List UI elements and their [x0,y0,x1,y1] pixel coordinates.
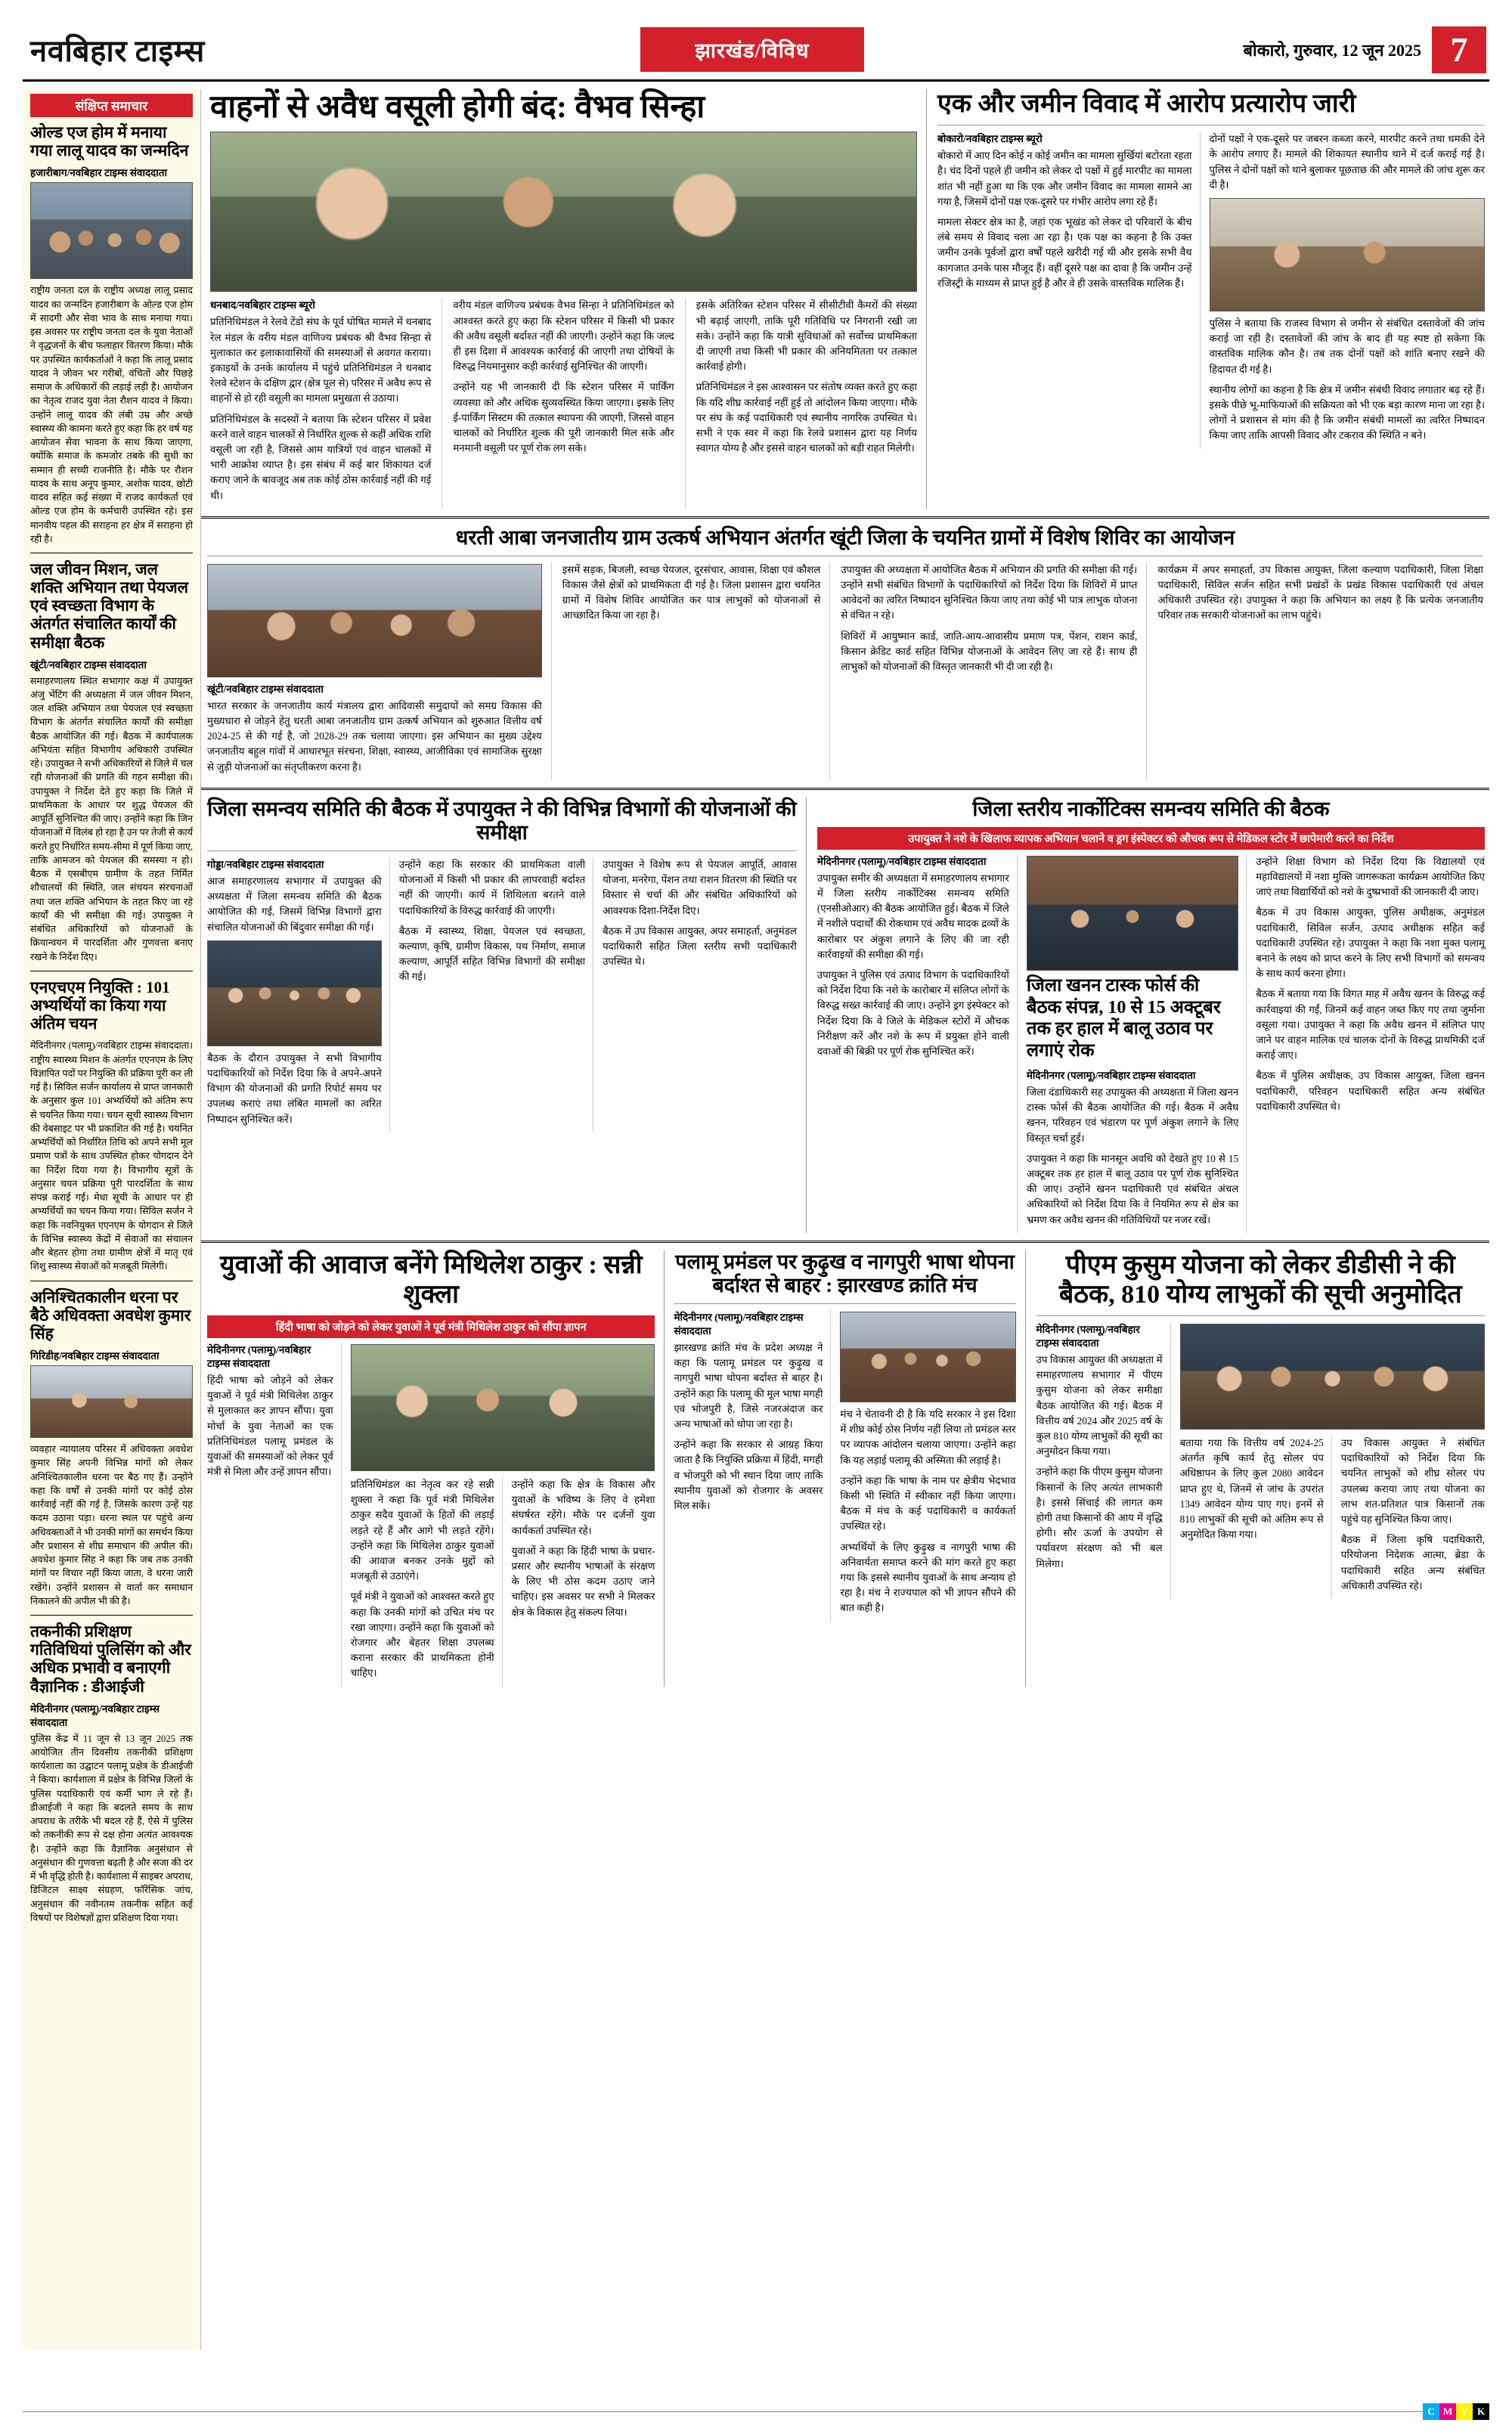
right-top-photo [1210,198,1485,311]
youth-columns [207,1343,655,1687]
narcotics-col-3 [1256,854,1485,1233]
page-content [23,89,1489,2350]
section-row [201,798,1489,1233]
footer-bar [23,2403,1489,2420]
brief-headline-5: तकनीकी प्रशिक्षण गतिविधियां पुलिसिंग को और अधिक प्रभावी व बनाएगी वैज्ञानिक : डीआईजी [30,1622,191,1696]
right-top-para-5: स्थानीय लोगों का कहना है कि क्षेत्र में जमीन संबंधी विवाद लगातार बढ़ रहे हैं। इसके पीछे भू-माफियाओं की सक्रियता को भी एक बड़ा कारण माना जा रहा है। लोगों ने प्रशासन से मांग की है कि जमीन संबंधी मामलों का त्वरित निष्पादन किया जाए ताकि आपसी विवाद और टकराव की स्थिति न बने। [1209,383,1485,441]
brief-text-5: पुलिस केंद्र में 11 जून से 13 जून 2025 तक आयोजित तीन दिवसीय तकनीकी प्रशिक्षण कार्यशाला का उद्घाटन पलामू प्रक्षेत्र के डीआईजी ने किया। कार्यशाला में प्रक्षेत्र के विभिन्न जिलों के पुलिस पदाधिकारी एवं कर्मी भाग ले रहे हैं। डीआईजी ने कहा कि बदलते समय के साथ अपराध के तरीके भी बदल रहे हैं, ऐसे में पुलिस को तकनीकी रूप से दक्ष होना अत्यंत आवश्यक है। उन्होंने कहा कि वैज्ञानिक अनुसंधान से अनुसंधान की गुणवत्ता बढ़ती है और सजा की दर में भी वृद्धि होती है। कार्यशाला में साइबर अपराध, डिजिटल साक्ष्य संग्रहण, फॉरेंसिक जांच, अनुसंधान की नवीनतम तकनीक सहित कई विषयों पर विशेषज्ञों द्वारा प्रशिक्षण दिया गया। [30,1733,193,1923]
youth-para-5: युवाओं ने कहा कि हिंदी भाषा के प्रचार-प्रसार और स्थानीय भाषाओं के संरक्षण के लिए भी ठोस कदम उठाए जाने चाहिए। इस अवसर पर सभी ने मिलकर क्षेत्र के विकास हेतु संकल्प लिया। [511,1544,655,1618]
lead-para-2: प्रतिनिधिमंडल के सदस्यों ने बताया कि स्टेशन परिसर में प्रवेश करने वाले वाहन चालकों से निर्धारित शुल्क से कहीं अधिक राशि वसूली जा रही है, जिससे आम यात्रियों एवं वाहन चालकों में भारी आक्रोश व्याप्त है। इस संबंध में कई बार शिकायत दर्ज कराए जाने के बावजूद अब तक कोई ठोस कार्रवाई नहीं की गई थी। [210,413,432,501]
right-top-byline: बोकारो/नवबिहार टाइम्स ब्यूरो [937,133,1043,145]
brief-text-4: व्यवहार न्यायालय परिसर में अधिवक्ता अवधेश कुमार सिंह अपनी विभिन्न मांगों को लेकर अनिश्चितकालीन धरना पर बैठ गए हैं। उन्होंने कहा कि वर्षों से उनकी मांगों पर कोई ठोस कार्रवाई नहीं की गई है, जिसके कारण उन्हें यह कदम उठाना पड़ा। धरना स्थल पर पहुंचे अन्य अधिवक्ताओं ने भी उनकी मांगों का समर्थन किया और प्रशासन से शीघ्र समाधान की अपील की। अवधेश कुमार सिंह ने कहा कि जब तक उनकी मांगों पर विचार नहीं किया जाता, वे धरना जारी रखेंगे। उन्होंने प्रशासन से वार्ता कर समाधान निकालने की अपील भी की है। [30,1444,193,1606]
coordination-para-2: बैठक के दौरान उपायुक्त ने सभी विभागीय पदाधिकारियों को निर्देश दिया कि वे अपने-अपने विभाग की योजनाओं की प्रगति रिपोर्ट समय पर उपलब्ध कराएं तथा लंबित मामलों का त्वरित निष्पादन सुनिश्चित करें। [207,1052,382,1125]
mining-para-1: जिला दंडाधिकारी सह उपायुक्त की अध्यक्षता में जिला खनन टास्क फोर्स की बैठक आयोजित की गई। बैठक में अवैध खनन, परिवहन एवं भंडारण पर पूर्ण अंकुश लगाने के लिए विस्तृत चर्चा हुई। [1026,1086,1239,1144]
kusum-col-2 [1180,1322,1485,1599]
coordination-columns [207,857,797,1132]
divider [674,1303,1015,1304]
coordination-para-3: उन्होंने कहा कि सरकार की प्राथमिकता वाली योजनाओं में किसी भी प्रकार की लापरवाही बर्दाश्त नहीं की जाएगी। कार्य में शिथिलता बरतने वाले पदाधिकारियों के विरुद्ध कार्रवाई की जाएगी। [398,858,586,916]
mining-para-3: बैठक में बताया गया कि विगत माह में अवैध खनन के विरुद्ध कई कार्रवाइयां की गईं, जिनमें कई वाहन जब्त किए गए तथा जुर्माना वसूला गया। उपायुक्त ने कहा कि अवैध खनन में संलिप्त पाए जाने पर वाहन मालिक एवं चालक दोनों के विरुद्ध प्राथमिकी दर्ज कराई जाए। [1256,988,1485,1061]
divider [201,788,1489,790]
youth-story [201,1250,665,1687]
coordination-story [201,798,807,1233]
youth-col-2b [512,1477,655,1687]
brief-byline-5: मेदिनीनगर (पलामू)/नवबिहार टाइम्स संवाददाता [30,1702,160,1728]
lead-para-3: वरीय मंडल वाणिज्य प्रबंधक वैभव सिन्हा ने प्रतिनिधिमंडल को आश्वस्त करते हुए कहा कि स्टेशन परिसर में किसी भी प्रकार की अवैध वसूली बर्दाश्त नहीं की जाएगी। उन्होंने कहा कि जल्द ही इस दिशा में आवश्यक कार्रवाई की जाएगी तथा दोषियों के विरुद्ध नियमानुसार कड़ी कार्रवाई सुनिश्चित की जाएगी। [453,299,674,373]
bottom-row [201,1250,1489,1687]
language-col-2 [840,1310,1015,1622]
mining-subheadline: जिला खनन टास्क फोर्स की बैठक संपन्न, 10 से 15 अक्टूबर तक हर हाल में बालू उठाव पर लगाएं रोक [1026,975,1221,1061]
divider [207,850,797,851]
youth-subcolumns [351,1477,655,1687]
kusum-para-4: उन्होंने कहा कि पीएम कुसुम योजना किसानों के लिए अत्यंत लाभकारी है। इससे सिंचाई की लागत कम होगी तथा किसानों की आय में वृद्धि होगी। सौर ऊर्जा के उपयोग से पर्यावरण संरक्षण को भी बल मिलेगा। [1036,1466,1163,1569]
lead-col-3 [696,298,917,508]
coordination-col-2 [399,857,593,1132]
brief-headline-2: जल जीवन मिशन, जल शक्ति अभियान तथा पेयजल एवं स्वच्छता विभाग के अंतर्गत संचालित कार्यों की समीक्षा बैठक [30,560,188,652]
narcotics-para-1: उपायुक्त समीर की अध्यक्षता में समाहरणालय सभागार में जिला स्तरीय नार्कोटिक्स समन्वय समिति (एनसीओआर) की बैठक आयोजित हुई। बैठक में जिले में नशीले पदार्थों की रोकथाम एवं अवैध मादक द्रव्यों के कारोबार पर अंकुश लगाने के लिए की जा रही कार्रवाइयों की समीक्षा की गई। [816,872,1009,960]
right-top-columns [937,132,1485,448]
divider [201,1241,1489,1243]
youth-headline: युवाओं की आवाज बनेंगे मिथिलेश ठाकुर : सन्नी शुक्ला [219,1250,643,1309]
kusum-para-5: बैठक में जिला कृषि पदाधिकारी, परियोजना निदेशक आत्मा, ब्रेडा के पदाधिकारी सहित अन्य संबंधित अधिकारी उपस्थित रहे। [1340,1534,1486,1591]
narcotics-story [807,798,1489,1233]
language-photo [840,1312,1015,1402]
mid-feature-para-5: कार्यक्रम में अपर समाहर्ता, उप विकास आयुक्त, जिला कल्याण पदाधिकारी, जिला शिक्षा पदाधिकारी, सिविल सर्जन सहित सभी प्रखंडों के प्रखंड विकास पदाधिकारी एवं अंचल अधिकारी उपस्थित रहे। उपायुक्त ने कहा कि अभियान का लक्ष्य है कि प्रत्येक जनजातीय परिवार तक सरकारी योजनाओं का लाभ पहुंचे। [1157,563,1483,621]
lead-col-1 [210,298,442,508]
lead-para-6: प्रतिनिधिमंडल ने इस आश्वासन पर संतोष व्यक्त करते हुए कहा कि यदि शीघ्र कार्रवाई नहीं हुई तो आंदोलन किया जाएगा। मौके पर संघ के कई पदाधिकारी एवं स्थानीय नागरिक उपस्थित थे। सभी ने एक स्वर में कहा कि रेलवे प्रशासन द्वारा यह निर्णय स्वागत योग्य है और इससे वाहन चालकों को बड़ी राहत मिलेगी। [696,381,917,454]
language-para-1: झारखण्ड क्रांति मंच के प्रदेश अध्यक्ष ने कहा कि पलामू प्रमंडल पर कुढ़ुख व नागपुरी भाषा थोपना बर्दाश्त से बाहर है। उन्होंने कहा कि पलामू की मूल भाषा मगही एवं भोजपुरी है, जिसे नजरअंदाज कर अन्य भाषाओं को थोपा जा रहा है। [674,1341,823,1430]
kusum-subcolumns [1180,1436,1485,1599]
dateline: बोकारो, गुरुवार, 12 जून 2025 [1243,40,1421,60]
coordination-para-5: उपायुक्त ने विशेष रूप से पेयजल आपूर्ति, आवास योजना, मनरेगा, पेंशन तथा राशन वितरण की स्थिति पर विस्तार से चर्चा की और संबंधित अधिकारियों को आवश्यक दिशा-निर्देश दिए। [603,858,797,916]
mid-feature-headline: धरती आबा जनजातीय ग्राम उत्कर्ष अभियान अंतर्गत खूंटी जिला के चयनित ग्रामों में विशेष शिविर का आयोजन [455,525,1235,549]
coordination-col-1 [207,857,390,1132]
mid-feature-para-3: उपायुक्त की अध्यक्षता में आयोजित बैठक में अभियान की प्रगति की समीक्षा की गई। उन्होंने सभी संबंधित विभागों के पदाधिकारियों को निर्देश दिया कि शिविरों में प्राप्त आवेदनों का त्वरित निष्पादन सुनिश्चित किया जाए तथा कोई भी पात्र लाभुक योजना से वंचित न रहे। [841,563,1138,621]
section-ribbon: झारखंड/विविध [642,29,862,70]
brief-headline-4: अनिश्चितकालीन धरना पर बैठे अधिवक्ता अवधेश कुमार सिंह [30,1287,191,1343]
right-top-headline: एक और जमीन विवाद में आरोप प्रत्यारोप जारी [937,90,1356,118]
brief-text-2: समाहरणालय स्थित सभागार कक्ष में उपायुक्त अंजु भेंटिंग की अध्यक्षता में जल जीवन मिशन, जल शक्ति अभियान तथा पेयजल एवं स्वच्छता विभाग के अंतर्गत संचालित कार्यों की समीक्षा बैठक आयोजित की गई। बैठक में कार्यपालक अभियंता सहित विभागीय अधिकारी उपस्थित रहे। उपायुक्त ने सभी अधिकारियों से जिले में चल रही योजनाओं की प्रगति की गहन समीक्षा की। उपायुक्त ने निर्देश देते हुए कहा कि जिले में प्राथमिकता के आधार पर शुद्ध पेयजल की आपूर्ति सुनिश्चित की जाए। उन्होंने कहा कि जिन योजनाओं में विलंब हो रहा है उन पर तेजी से कार्य करते हुए निर्धारित समय-सीमा में पूर्ण किया जाए, ताकि आमजन को पेयजल की समस्या न हो। बैठक में एसबीएम ग्रामीण के तहत निर्मित शौचालयों की स्थिति, जल संचयन संरचनाओं तथा जल शक्ति अभियान के तहत किए जा रहे कार्यों की भी समीक्षा की गई। उपायुक्त ने संबंधित अधिकारियों को योजनाओं के क्रियान्वयन में पारदर्शिता और गुणवत्ता बनाए रखने के निर्देश दिए। [30,675,193,962]
masthead [23,20,1489,82]
mining-byline: मेदिनीनगर (पलामू)/नवबिहार टाइम्स संवाददाता [1026,1070,1196,1082]
brief-text-1: राष्ट्रीय जनता दल के राष्ट्रीय अध्यक्ष लालू प्रसाद यादव का जन्मदिन हजारीबाग के ओल्ड एज होम में सादगी और सेवा भाव के साथ मनाया गया। इस अवसर पर राष्ट्रीय जनता दल के युवा नेताओं ने वृद्धजनों के बीच फलाहार वितरण किया। मौके पर उपस्थित कार्यकर्ताओं ने कहा कि लालू प्रसाद यादव ने जीवन भर गरीबों, वंचितों और पिछड़े समाज के अधिकारों की लड़ाई लड़ी है। आयोजन का नेतृत्व राजद युवा नेता रौशन यादव ने किया। उन्होंने लालू यादव की लंबी उम्र और अच्छे स्वास्थ्य की कामना करते हुए कहा कि हर वर्ष यह आयोजन सेवा भावना के साथ किया जाएगा, क्योंकि समाज के कमजोर तबके की सुधी का सम्मान ही सच्ची राजनीति है। मौके पर रौशन यादव के साथ अनूप कुमार, अशोक यादव, छोटी यादव सहित कई संख्या में राजद कार्यकर्ता एवं ओल्ड एज होम के कर्मचारी उपस्थित रहे। इस मानवीय पहल की सराहना हर क्षेत्र में सराहना हो रही है। [30,285,193,544]
language-col-1 [674,1310,831,1622]
right-top-para-3: दोनों पक्षों ने एक-दूसरे पर जबरन कब्जा करने, मारपीट करने तथा धमकी देने के आरोप लगाए हैं। मामले की शिकायत स्थानीय थाने में दर्ज कराई गई है। पुलिस ने दोनों पक्षों को थाने बुलाकर पूछताछ की और मामले की जांच शुरू कर दी है। [1209,133,1485,191]
language-headline: पलामू प्रमंडल पर कुढ़ुख व नागपुरी भाषा थोपना बर्दाश्त से बाहर : झारखण्ड क्रांति मंच [675,1250,1015,1297]
narcotics-photo [1027,856,1238,971]
youth-col-2 [351,1343,655,1687]
youth-para-4: उन्होंने कहा कि क्षेत्र के विकास और युवाओं के भविष्य के लिए वे हमेशा संघर्षरत रहेंगे। मौके पर दर्जनों युवा कार्यकर्ता उपस्थित रहे। [511,1479,655,1536]
language-columns [674,1310,1015,1622]
right-top-col-2 [1210,132,1485,448]
language-para-3: मंच ने चेतावनी दी है कि यदि सरकार ने इस दिशा में शीघ्र कोई ठोस निर्णय नहीं लिया तो प्रमंडल स्तर पर व्यापक आंदोलन चलाया जाएगा। उन्होंने कहा कि यह लड़ाई पलामू की अस्मिता की लड़ाई है। [840,1408,1016,1466]
footer-rule [23,2411,1423,2412]
youth-byline: मेदिनीनगर (पलामू)/नवबिहार टाइम्स संवाददाता [207,1344,311,1370]
language-byline: मेदिनीनगर (पलामू)/नवबिहार टाइम्स संवाददाता [674,1311,804,1337]
mid-feature-para-1: भारत सरकार के जनजातीय कार्य मंत्रालय द्वारा आदिवासी समुदायों को समग्र विकास की मुख्यधारा से जोड़ने हेतु धरती आबा जनजातीय ग्राम उत्कर्ष अभियान को शुरुआत वित्तीय वर्ष 2024-25 से की गई है, जो 2028-29 तक चलाया जाएगा। इस अभियान का मुख्य उद्देश्य जनजातीय बहुल गांवों में आधारभूत संरचना, शिक्षा, स्वास्थ्य, आजीविका एवं सामाजिक सुरक्षा से जुड़ी योजनाओं का संतृप्तीकरण करना है। [207,699,542,773]
masthead-center [378,20,1126,79]
main-area [201,89,1489,2350]
coordination-para-1: आज समाहरणालय सभागार में उपायुक्त की अध्यक्षता में जिला समन्वय समिति की बैठक आयोजित की गई, जिसमें विभिन्न विभागों द्वारा संचालित योजनाओं की बिंदुवार समीक्षा की गई। [207,875,382,933]
youth-col-1 [207,1343,342,1687]
divider [1036,1315,1485,1316]
cmyk-registration-marks [1423,2403,1489,2420]
divider [30,1615,193,1616]
brief-byline-4: गिरिडीह/नवबिहार टाइम्स संवाददाता [30,1350,160,1362]
page-number: 7 [1432,26,1486,73]
language-para-2: उन्होंने कहा कि सरकार से आग्रह किया जाता है कि नियुक्ति प्रक्रिया में हिंदी, मगही व भोजपुरी को भी स्थान दिया जाए ताकि स्थानीय युवाओं को रोजगार के अवसर मिल सकें। [674,1439,823,1511]
youth-photo [351,1344,655,1471]
kusum-col-2b [1341,1436,1485,1599]
narcotics-col-2 [1027,854,1247,1233]
brief-photo-4 [30,1365,193,1438]
kusum-byline: मेदिनीनगर (पलामू)/नवबिहार टाइम्स संवाददाता [1036,1324,1140,1349]
language-story [665,1250,1025,1687]
newspaper-logo: नवबिहार टाइम्स [30,34,205,68]
lead-para-1: प्रतिनिधिमंडल ने रेलवे टेंडो संघ के पूर्व घोषित मामले में धनबाद रेल मंडल के वरीय मंडल वाणिज्य प्रबंधक श्री वैभव सिन्हा से मुलाकात कर इलाकावासियों की समस्याओं से अवगत कराया। इकाइयों के उनके कार्यालय में पहुंचे प्रतिनिधिमंडल ने धनबाद रेलवे स्टेशन के दक्षिण द्वार (क्षेत्र पूल से) परिसर में अवैध रूप से वाहनों से हो रही वसूली का मामला प्रमुखता से उठाया। [210,316,432,404]
kusum-para-2: बताया गया कि वित्तीय वर्ष 2024-25 अंतर्गत कृषि कार्य हेतु सोलर पंप अधिष्ठापन के लिए कुल 2080 आवेदन प्राप्त हुए थे, जिनमें से जांच के उपरांत 1349 आवेदन योग्य पाए गए। इनमें से 810 लाभुकों की सूची को अंतिम रूप से अनुमोदित किया गया। [1179,1437,1324,1541]
kusum-col-1 [1036,1322,1171,1599]
divider [201,516,1489,519]
mid-feature [201,526,1489,780]
narcotics-para-3: उन्होंने शिक्षा विभाग को निर्देश दिया कि विद्यालयों एवं महाविद्यालयों में नशा मुक्ति जागरूकता कार्यक्रम आयोजित किए जाएं तथा विद्यार्थियों को नशे के दुष्प्रभावों की जानकारी दी जाए। [1256,855,1485,898]
mid-feature-col-1 [207,562,552,780]
right-top-para-4: पुलिस ने बताया कि राजस्व विभाग से जमीन से संबंधित दस्तावेजों की जांच कराई जा रही है। दस्तावेजों की जांच के बाद ही यह स्पष्ट हो सकेगा कि वास्तविक मालिक कौन है। तब तक दोनों पक्षों को शांति बनाए रखने की हिदायत दी गई है। [1209,317,1485,375]
lead-story [201,89,927,509]
brief-text-3: मेदिनीनगर (पलामू)/नवबिहार टाइम्स संवाददाता। राष्ट्रीय स्वास्थ्य मिशन के अंतर्गत एएनएम के लिए विज्ञापित पदों पर नियुक्ति की प्रक्रिया पूरी कर ली गई है। सिविल सर्जन कार्यालय से प्राप्त जानकारी के अनुसार कुल 101 अभ्यर्थियों को अंतिम रूप से चयनित किया गया। चयन सूची स्वास्थ्य विभाग की वेबसाइट पर भी प्रकाशित की गई है। चयनित अभ्यर्थियों को निर्धारित तिथि को अपने सभी मूल प्रमाण पत्रों के साथ उपस्थित होकर योगदान देने का निर्देश दिया गया है। विभागीय सूत्रों के अनुसार चयन प्रक्रिया पूरी पारदर्शिता के साथ संपन्न कराई गई। मेधा सूची के आधार पर ही अभ्यर्थियों का चयन किया गया। सिविल सर्जन ने कहा कि नवनियुक्त एएनएम के योगदान से जिले के विभिन्न स्वास्थ्य केंद्रों में सेवाओं का संचालन और बेहतर होगा तथा ग्रामीण क्षेत्रों में मातृ एवं शिशु स्वास्थ्य सेवाओं को मजबूती मिलेगी। [30,1040,193,1272]
kusum-para-1: उप विकास आयुक्त की अध्यक्षता में समाहरणालय सभागार में पीएम कुसुम योजना को लेकर समीक्षा बैठक आयोजित की गई। बैठक में वित्तीय वर्ष 2024 और 2025 वर्ष के कुल 810 योग्य लाभुकों की सूची का अनुमोदन किया गया। [1036,1354,1163,1458]
kusum-story [1026,1250,1489,1687]
language-para-4: उन्होंने कहा कि भाषा के नाम पर क्षेत्रीय भेदभाव किसी भी स्थिति में स्वीकार नहीं किया जाएगा। बैठक में मंच के कई पदाधिकारी व कार्यकर्ता उपस्थित रहे। [840,1474,1016,1532]
mid-feature-byline: खूंटी/नवबिहार टाइम्स संवाददाता [207,683,324,695]
coordination-para-6: बैठक में उप विकास आयुक्त, अपर समाहर्ता, अनुमंडल पदाधिकारी सहित जिला स्तरीय सभी पदाधिकारी उपस्थित थे। [603,925,797,968]
right-top-col-1 [937,132,1201,448]
narcotics-para-4: बैठक में उप विकास आयुक्त, पुलिस अधीक्षक, अनुमंडल पदाधिकारी, सिविल सर्जन, उत्पाद अधीक्षक सहित कई पदाधिकारी उपस्थित रहे। उपायुक्त ने कहा कि नशा मुक्त पलामू बनाने के लक्ष्य को प्राप्त करने के लिए सभी विभागों को समन्वय के साथ कार्य करना होगा। [1256,906,1485,980]
mid-feature-columns [207,562,1483,780]
narcotics-byline: मेदिनीनगर (पलामू)/नवबिहार टाइम्स संवाददाता [816,855,987,867]
mid-feature-col-2 [562,562,830,780]
kusum-columns [1036,1322,1485,1599]
narcotics-subbar: उपायुक्त ने नशे के खिलाफ व्यापक अभियान चलाने व ड्रग इंस्पेक्टर को औचक रूप से मेडिकल स्टोर में छापेमारी करने का निर्देश [817,827,1485,850]
language-para-5: अभ्यर्थियों के लिए कुढ़ुख व नागपुरी भाषा की अनिवार्यता समाप्त करने की मांग करते हुए कहा गया कि इससे स्थानीय युवाओं के साथ अन्याय हो रहा है। मंच ने राज्यपाल को भी ज्ञापन सौंपने की बात कही है। [840,1541,1016,1614]
lead-photo [210,132,917,292]
mid-feature-para-2: इसमें सड़क, बिजली, स्वच्छ पेयजल, दूरसंचार, आवास, शिक्षा एवं कौशल विकास जैसे क्षेत्रों को प्राथमिकता दी गई है। जिला प्रशासन द्वारा चयनित ग्रामों में विशेष शिविर आयोजित कर पात्र लाभुकों को योजनाओं से आच्छादित किया जा रहा है। [562,563,821,621]
cmyk-k: K [1473,2403,1489,2420]
lead-para-5: इसके अतिरिक्त स्टेशन परिसर में सीसीटीवी कैमरों की संख्या भी बढ़ाई जाएगी, ताकि पूरी गतिविधि पर निगरानी रखी जा सके। उन्होंने कहा कि यात्री सुविधाओं को सर्वोच्च प्राथमिकता दी जाएगी तथा किसी भी प्रकार की अनियमितता पर तत्काल कार्रवाई होगी। [696,299,917,373]
coordination-byline: गोड्डा/नवबिहार टाइम्स संवाददाता [207,858,324,870]
youth-para-1: हिंदी भाषा को जोड़ने को लेकर युवाओं ने पूर्व मंत्री मिथिलेश ठाकुर से मुलाकात कर ज्ञापन सौंपा। युवा मोर्चा के युवा नेताओं का एक प्रतिनिधिमंडल पलामू प्रमंडल के युवाओं की समस्याओं को लेकर पूर्व मंत्री से मिला और उन्हें ज्ञापन सौंपा। [207,1374,333,1478]
cmyk-y: Y [1456,2403,1473,2420]
brief-headline-3: एनएचएम नियुक्ति : 101 अभ्यर्थियों का किया गया अंतिम चयन [30,977,170,1033]
kusum-photo [1180,1324,1485,1430]
brief-byline-1: हजारीबाग/नवबिहार टाइम्स संवाददाता [30,167,167,179]
lead-para-4: उन्होंने यह भी जानकारी दी कि स्टेशन परिसर में पार्किंग व्यवस्था को और अधिक सुव्यवस्थित किया जाएगा। इसके लिए ई-पार्किंग सिस्टम की तत्काल स्थापना की जाएगी, जिससे वाहन चालकों को निर्धारित शुल्क की पूरी जानकारी मिल सके और मनमानी वसूली पर पूर्ण रोक लग सके। [453,381,674,454]
coordination-col-3 [603,857,797,1132]
coordination-para-4: बैठक में स्वास्थ्य, शिक्षा, पेयजल एवं स्वच्छता, कल्याण, कृषि, ग्रामीण विकास, पथ निर्माण, समाज कल्याण, आपूर्ति सहित विभिन्न विभागों की समीक्षा की गई। [398,925,586,983]
brief-photo-1 [30,182,193,279]
right-top-para-1: बोकारो में आए दिन कोई न कोई जमीन का मामला सुर्खियां बटोरता रहता है। चंद दिनों पहले ही जमीन को लेकर दो पक्षों में हुई मारपीट का मामला शांत भी नहीं हुआ था कि एक और जमीन विवाद का मामला सामने आ गया है, जिसमें दोनों पक्ष एक-दूसरे पर गंभीर आरोप लगा रहे हैं। [937,150,1192,207]
lead-byline: धनबाद/नवबिहार टाइम्स ब्यूरो [210,299,315,311]
mining-para-4: बैठक में पुलिस अधीक्षक, उप विकास आयुक्त, जिला खनन पदाधिकारी, परिवहन पदाधिकारी सहित अन्य संबंधित पदाधिकारी उपस्थित थे। [1256,1070,1485,1112]
cmyk-c: C [1423,2403,1439,2420]
kusum-col-2a [1180,1436,1332,1599]
kusum-headline: पीएम कुसुम योजना को लेकर डीडीसी ने की बैठक, 810 योग्य लाभुकों की सूची अनुमोदित [1058,1250,1462,1309]
right-top-para-2: मामला सेक्टर क्षेत्र का है, जहां एक भूखंड को लेकर दो परिवारों के बीच लंबे समय से विवाद चला आ रहा है। एक पक्ष का कहना है कि उक्त जमीन उनके पूर्वजों द्वारा वर्षों पहले खरीदी गई थी और इसके सभी वैध कागजात उनके पास मौजूद हैं। वहीं दूसरे पक्ष का दावा है कि जमीन उन्हें रजिस्ट्री के माध्यम से प्राप्त हुई है और वे ही उसके वास्तविक मालिक हैं। [937,215,1192,289]
youth-para-2: प्रतिनिधिमंडल का नेतृत्व कर रहे सन्नी शुक्ला ने कहा कि पूर्व मंत्री मिथिलेश ठाकुर सदैव युवाओं के हितों की लड़ाई लड़ते रहे हैं और आगे भी लड़ते रहेंगे। उन्होंने कहा कि मिथिलेश ठाकुर युवाओं की आवाज बनकर उनके मुद्दों को मजबूती से उठाएंगे। [350,1479,494,1582]
coordination-headline: जिला समन्वय समिति की बैठक में उपायुक्त ने की विभिन्न विभागों की योजनाओं की समीक्षा [207,797,797,844]
kusum-para-3: उप विकास आयुक्त ने संबंधित पदाधिकारियों को निर्देश दिया कि चयनित लाभुकों को शीघ्र सोलर पंप उपलब्ध कराया जाए तथा योजना का लाभ शत-प्रतिशत पात्र किसानों तक पहुंचे यह सुनिश्चित किया जाए। [1340,1437,1486,1526]
youth-col-2a [351,1477,503,1687]
mid-feature-photo [207,564,542,677]
narcotics-columns [817,854,1485,1233]
narcotics-para-2: उपायुक्त ने पुलिस एवं उत्पाद विभाग के पदाधिकारियों को निर्देश दिया कि नशे के कारोबार में संलिप्त लोगों के विरुद्ध सख्त कार्रवाई की जाए। उन्होंने ड्रग इंस्पेक्टर को निर्देश दिया कि वे जिले के मेडिकल स्टोरों में औचक निरीक्षण करें और नशे के रूप में प्रयुक्त होने वाली दवाओं की बिक्री पर पूर्ण रोक सुनिश्चित करें। [816,969,1009,1058]
right-top-story [927,89,1489,509]
masthead-right [1126,20,1489,79]
coordination-photo [207,940,382,1046]
sidebar-briefs [23,89,201,2350]
lead-col-2 [453,298,685,508]
mid-feature-col-3 [841,562,1147,780]
mid-feature-col-4 [1157,562,1483,780]
mid-feature-para-4: शिविरों में आयुष्मान कार्ड, जाति-आय-आवासीय प्रमाण पत्र, पेंशन, राशन कार्ड, किसान क्रेडिट कार्ड सहित विभिन्न योजनाओं के आवेदन लिए जा रहे हैं। साथ ही लाभुकों को योजनाओं की विस्तृत जानकारी भी दी जा रही है। [841,630,1138,672]
narcotics-headline: जिला स्तरीय नार्कोटिक्स समन्वय समिति की बैठक [972,797,1330,820]
cmyk-m: M [1439,2403,1456,2420]
lead-columns [210,298,917,508]
brief-headline-1: ओल्ड एज होम में मनाया गया लालू यादव का जन्मदिन [30,123,189,160]
briefs-badge: संक्षिप्त समाचार [30,94,193,117]
youth-para-3: पूर्व मंत्री ने युवाओं को आश्वस्त करते हुए कहा कि उनकी मांगों को उचित मंच पर रखा जाएगा। उन्होंने कहा कि युवाओं को रोजगार और बेहतर शिक्षा उपलब्ध कराना सरकार की प्राथमिकता होनी चाहिए। [350,1591,494,1679]
mining-para-2: उपायुक्त ने कहा कि मानसून अवधि को देखते हुए 10 से 15 अक्टूबर तक हर हाल में बालू उठाव पर पूर्ण रोक सुनिश्चित की जाए। उन्होंने खनन पदाधिकारी एवं संबंधित अंचल अधिकारियों को निर्देश दिया कि वे नियमित रूप से क्षेत्र का भ्रमण कर अवैध खनन की गतिविधियों पर नजर रखें। [1026,1152,1239,1225]
lead-headline: वाहनों से अवैध वसूली होगी बंद: वैभव सिन्हा [210,90,705,125]
brief-byline-2: खूंटी/नवबिहार टाइम्स संवाददाता [30,658,147,671]
narcotics-col-1 [817,854,1018,1233]
youth-subbar: हिंदी भाषा को जोड़ने को लेकर युवाओं ने पूर्व मंत्री मिथिलेश ठाकुर को सौंपा ज्ञापन [207,1315,655,1338]
top-block [201,89,1489,509]
